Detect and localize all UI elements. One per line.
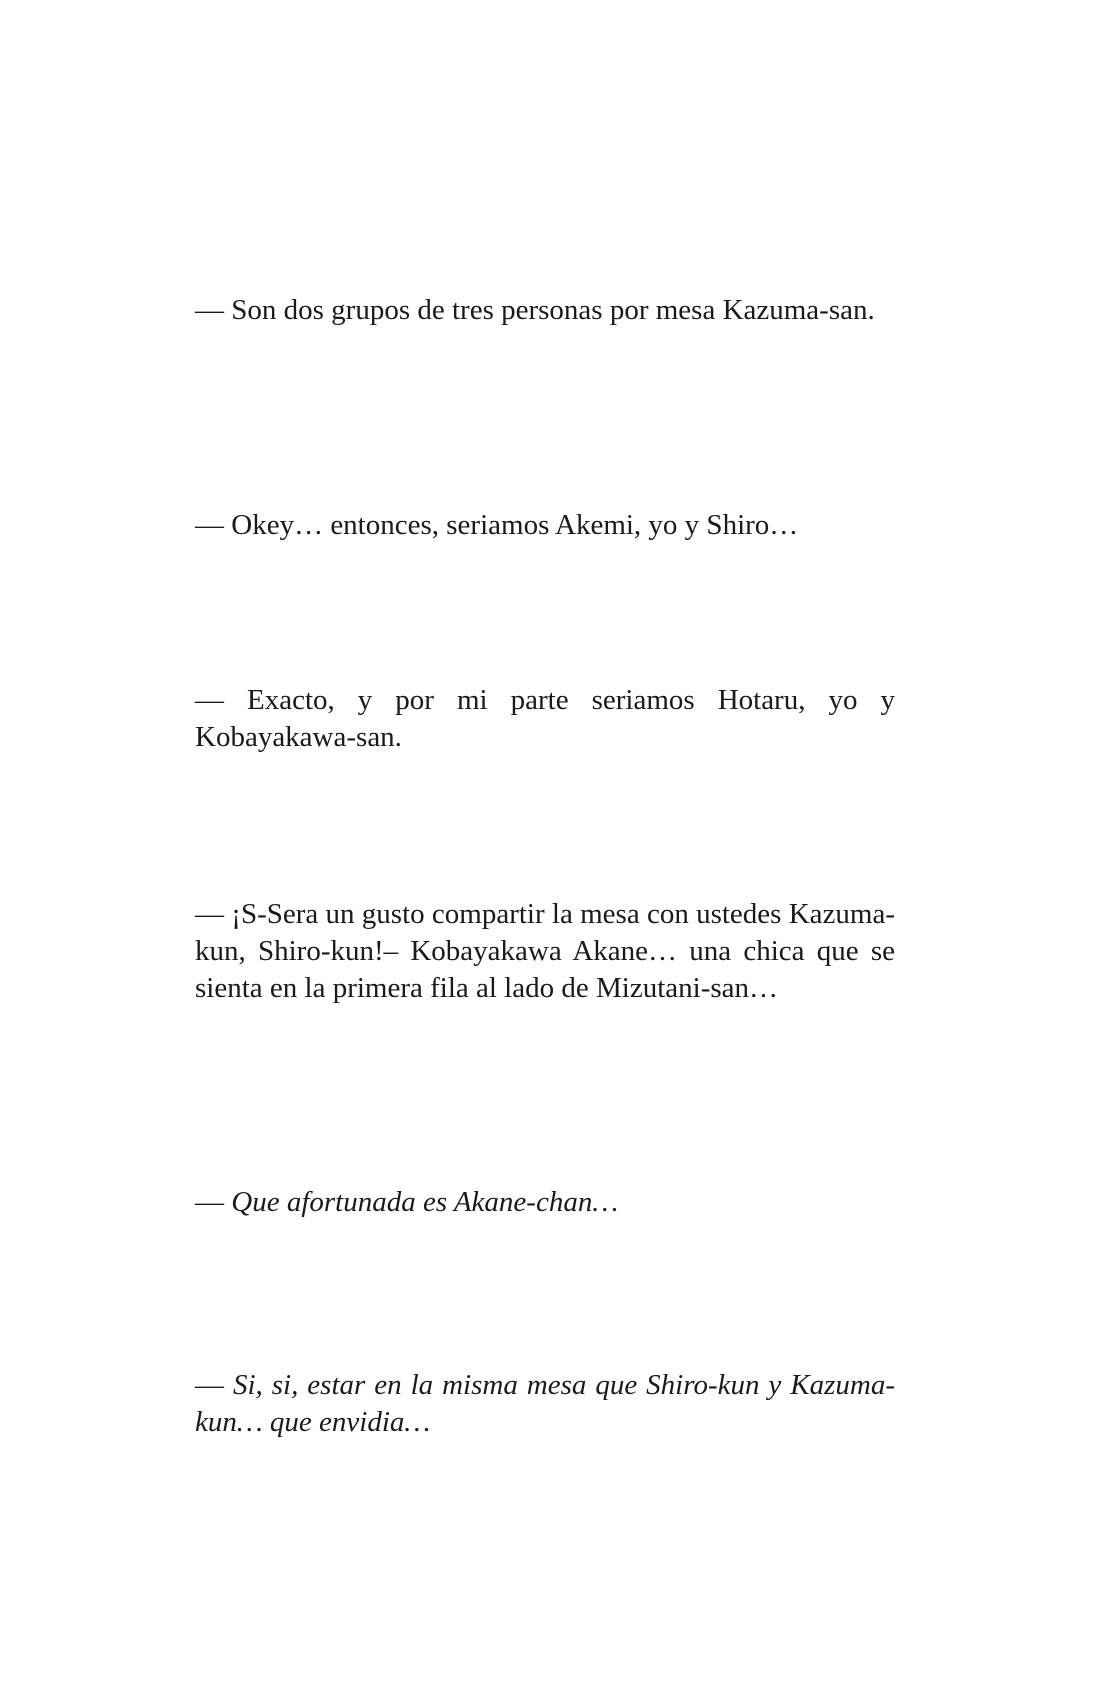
dialogue-text: Exacto, y por mi parte seriamos Hotaru, yo y Kobayakawa-san. (195, 684, 895, 753)
dialogue-paragraph (195, 682, 895, 756)
dialogue-dash: — (195, 684, 248, 716)
dialogue-text: Okey… entonces, seriamos Akemi, yo y Shiro… (231, 509, 799, 541)
dialogue-paragraph (195, 292, 895, 329)
dialogue-dash: — (195, 509, 232, 541)
thought-paragraph (195, 1184, 895, 1221)
thought-paragraph (195, 1367, 895, 1441)
dialogue-text: ¡S-Sera un gusto compartir la mesa con ustedes Kazuma-kun, Shiro-kun!– Kobayakawa Akane… una chica que se sienta en la primera fila al lado de Mizutani-san… (195, 898, 896, 1004)
dialogue-paragraph (195, 507, 895, 544)
dialogue-dash: — (195, 898, 232, 930)
dialogue-dash: — (195, 294, 232, 326)
dialogue-dash: — (195, 1369, 233, 1401)
dialogue-paragraph (195, 896, 895, 1007)
thought-text: Si, si, estar en la misma mesa que Shiro-kun y Kazuma-kun… que envidia… (195, 1369, 895, 1438)
thought-text: Que afortunada es Akane-chan… (231, 1186, 619, 1218)
dialogue-dash: — (195, 1186, 232, 1218)
dialogue-text: Son dos grupos de tres personas por mesa Kazuma-san. (231, 294, 875, 326)
